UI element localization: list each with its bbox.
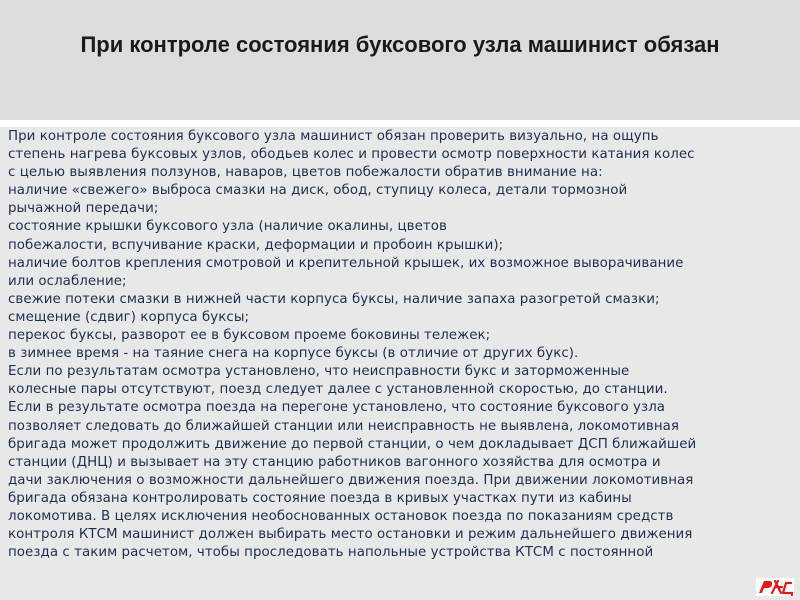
body-line: с целью выявления ползунов, наваров, цветов побежалости обратив внимание на: bbox=[8, 165, 603, 181]
body-line: побежалости, вспучивание краски, деформации и пробоин крышки); bbox=[8, 237, 504, 253]
body-line: свежие потеки смазки в нижней части корпуса буксы, наличие запаха разогретой смазки; bbox=[8, 291, 660, 307]
title-band bbox=[0, 0, 800, 120]
body-line: Если по результатам осмотра установлено, что неисправности букс и заторможенные bbox=[8, 364, 630, 380]
body-line: или ослабление; bbox=[8, 273, 127, 289]
body-line: бригада может продолжить движение до первой станции, о чем докладывает ДСП ближайшей bbox=[8, 436, 697, 452]
body-line: смещение (сдвиг) корпуса буксы; bbox=[8, 309, 250, 325]
body-line: состояние крышки буксового узла (наличие окалины, цветов bbox=[8, 219, 447, 235]
body-line: дачи заключения о возможности дальнейшего движения поезда. При движении локомотивная bbox=[8, 472, 694, 488]
body-line: поезда с таким расчетом, чтобы проследовать напольные устройства КТСМ с постоянной bbox=[8, 545, 654, 561]
body-line: степень нагрева буксовых узлов, ободьев колес и провести осмотр поверхности катания колес bbox=[8, 147, 695, 163]
body-text bbox=[8, 128, 796, 562]
body-line: перекос буксы, разворот ее в буксовом проеме боковины тележек; bbox=[8, 328, 491, 344]
body-line: локомотива. В целях исключения необоснованных остановок поезда по показаниям средств bbox=[8, 508, 674, 524]
body-line: рычажной передачи; bbox=[8, 201, 159, 217]
body-line: колесные пары отсутствуют, поезд следует далее с установленной скоростью, до станции. bbox=[8, 382, 668, 398]
body-line: наличие «свежего» выброса смазки на диск, обод, ступицу колеса, детали тормозной bbox=[8, 183, 628, 199]
body-line: Если в результате осмотра поезда на перегоне установлено, что состояние буксового узла bbox=[8, 400, 666, 416]
body-line: контроля КТСМ машинист должен выбирать место остановки и режим дальнейшего движения bbox=[8, 527, 693, 543]
slide-title: При контроле состояния буксового узла машинист обязан bbox=[80, 32, 720, 57]
rzd-logo-icon bbox=[756, 578, 794, 596]
body-line: позволяет следовать до ближайшей станции или неисправность не выявлена, локомотивная bbox=[8, 418, 680, 434]
body-line: наличие болтов крепления смотровой и крепительной крышек, их возможное выворачивание bbox=[8, 255, 684, 271]
body-line: в зимнее время - на таяние снега на корпусе буксы (в отличие от других букс). bbox=[8, 346, 579, 362]
body-line: При контроле состояния буксового узла машинист обязан проверить визуально, на ощупь bbox=[8, 129, 659, 144]
body-line: бригада обязана контролировать состояние поезда в кривых участках пути из кабины bbox=[8, 490, 632, 506]
body-line: станции (ДНЦ) и вызывает на эту станцию работников вагонного хозяйства для осмотра и bbox=[8, 454, 661, 470]
